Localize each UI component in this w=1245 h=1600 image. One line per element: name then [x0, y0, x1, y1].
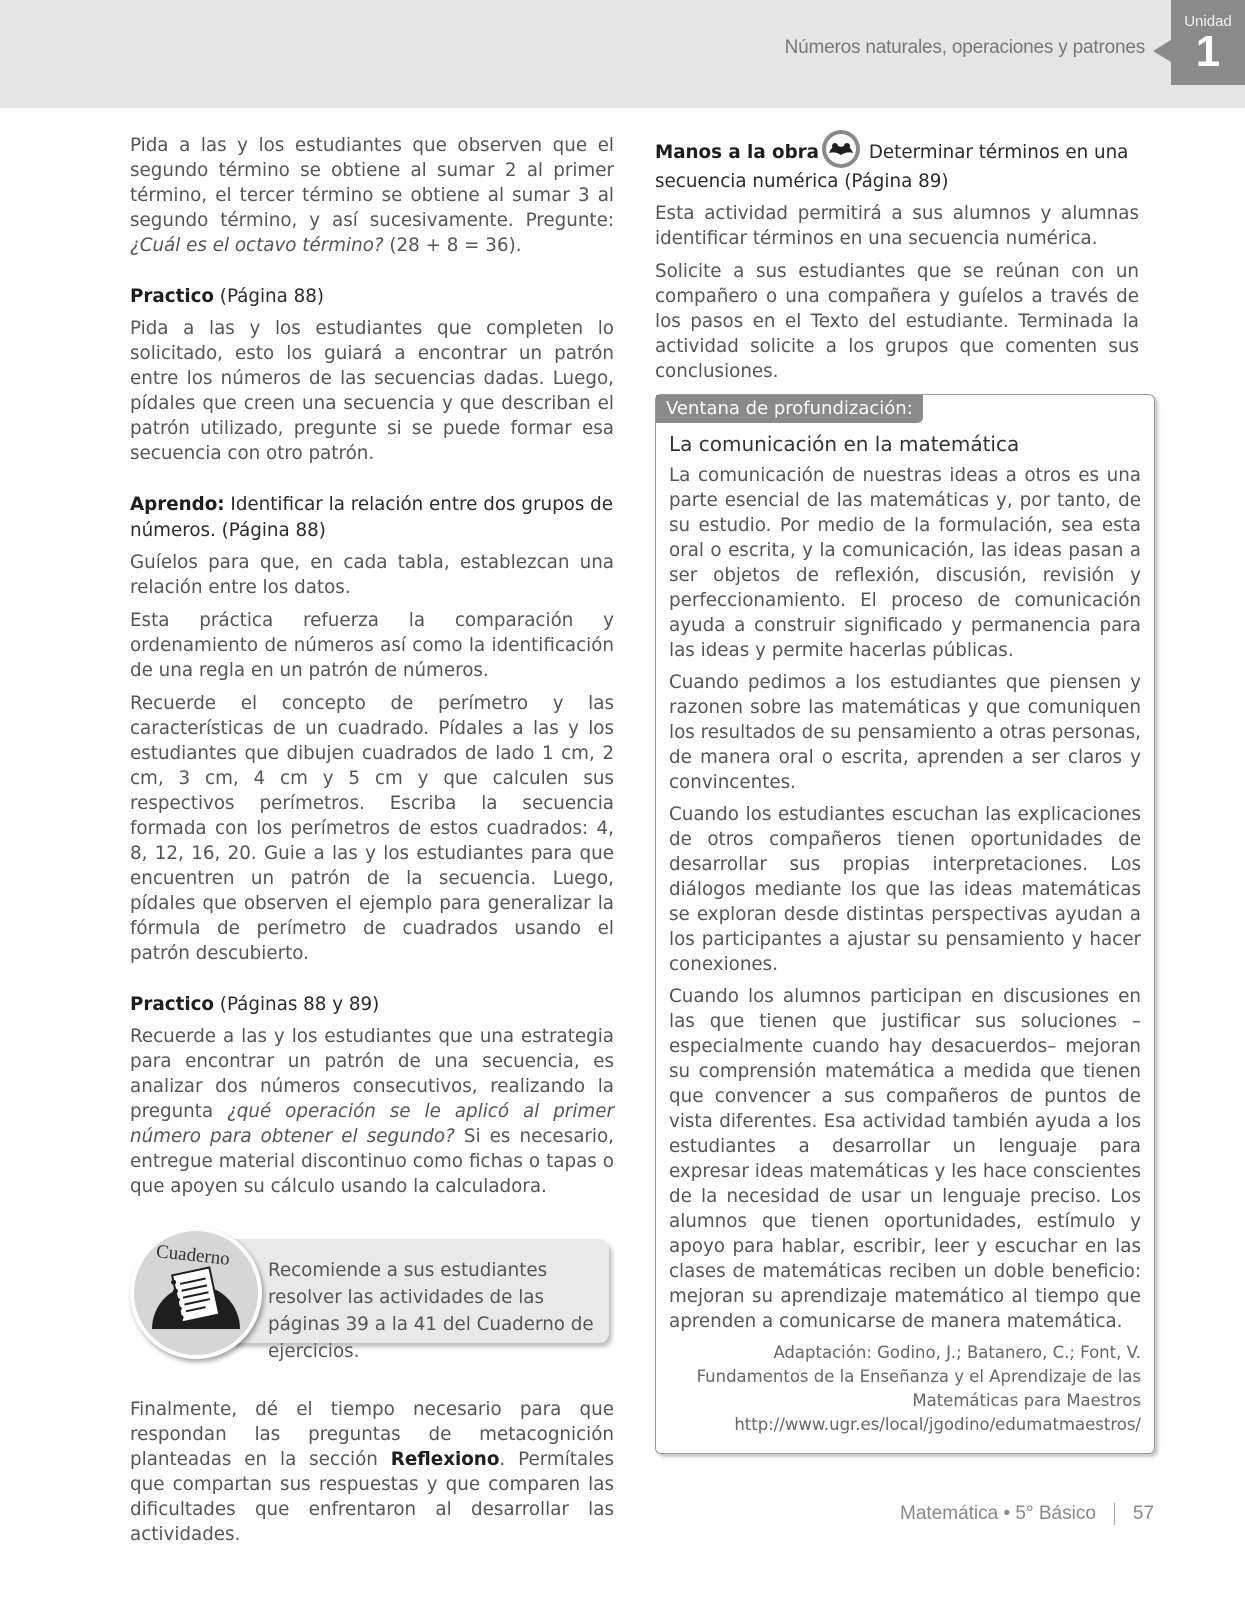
cuaderno-text: Recomiende a sus estudiantes resolver las actividades de las páginas 39 a la 41 del Cuaderno de ejercicios. — [268, 1260, 594, 1362]
intro-text: Pida a las y los estudiantes que observen que el segundo término se obtiene al sumar 2 al primer término, el tercer término se obtiene al sumar 3 al segundo término, y así sucesivamente. Pregunte: — [130, 135, 614, 231]
ventana-box — [655, 394, 1155, 1454]
cuaderno-callout — [130, 1227, 614, 1367]
ventana-paragraph-3: Cuando los estudiantes escuchan las explicaciones de otros compañeros tienen oportunidades de desarrollar sus propias interpretaciones. Los diálogos mediante los que las ideas matemáticas se exploran desde distintas perspectivas ayudan a los participantes a ajustar su pensamiento y hacer conexiones. — [669, 804, 1141, 975]
practico-paragraph-2 — [130, 1024, 614, 1199]
reflexiono-label: Reflexiono — [390, 1449, 500, 1470]
unit-label: Unidad — [1184, 13, 1232, 30]
source-citation — [669, 1341, 1141, 1437]
left-column — [130, 133, 614, 1555]
final-paragraph — [130, 1397, 614, 1547]
book-title: Matemática • 5° Básico — [900, 1503, 1096, 1525]
aprendo-label: Aprendo: — [130, 494, 225, 515]
manos-paragraph-2: Solicite a sus estudiantes que se reúnan con un compañero o una compañera y guíelos a través de los pasos en el Texto del estudiante. Terminada la actividad solicite a los grupos que comenten sus conclusiones. — [655, 261, 1139, 382]
cuaderno-badge — [130, 1227, 262, 1359]
manos-paragraph-1: Esta actividad permitirá a sus alumnos y alumnas identificar términos en una secuencia numérica. — [655, 203, 1139, 249]
ventana-title: La comunicación en la matemática — [669, 432, 1020, 456]
practico-label-1: Practico — [130, 286, 214, 307]
intro-answer: (28 + 8 = 36). — [383, 235, 522, 256]
aprendo-paragraph-1: Guíelos para que, en cada tabla, establezcan una relación entre los datos. — [130, 552, 614, 598]
page-footer — [900, 1503, 1180, 1525]
practico-text-2: Recuerde a las y los estudiantes que una estrategia para encontrar un patrón de una secuencia, es analizar dos números consecutivos, realizando la pregunta — [130, 1026, 614, 1122]
arrow-left-icon — [1153, 40, 1171, 62]
final-text: Finalmente, dé el tiempo necesario para que respondan las preguntas de metacognición planteadas en la sección — [130, 1399, 614, 1470]
ventana-paragraph-2: Cuando pedimos a los estudiantes que piensen y razonen sobre las matemáticas y que comuniquen los resultados de su pensamiento a otras personas, de manera oral o escrita, aprenden a ser claros y convincentes. — [669, 672, 1141, 793]
intro-paragraph — [130, 133, 614, 258]
manos-title: Determinar términos en una secuencia numérica (Página 89) — [655, 142, 1129, 192]
unit-tab — [1171, 0, 1245, 85]
footer-divider — [1114, 1503, 1115, 1525]
practico-ref-2: (Páginas 88 y 89) — [214, 994, 380, 1015]
practico-question-2: ¿qué operación se le aplicó al primer número para obtener el segundo? — [130, 1101, 614, 1147]
ventana-paragraph-4: Cuando los alumnos participan en discusiones en las que tienen que justificar sus soluciones –especialmente cuando hay desacuerdos– mejoran su comprensión matemática a medida que tienen que convencer a sus compañeros de puntos de vista diferentes. Esa actividad también ayuda a los estudiantes a desarrollar un lenguaje para expresar ideas matemáticas y les hace conscientes de la necesidad de usar un lenguaje preciso. Los alumnos que tienen oportunidades, estímulo y apoyo para hablar, escribir, leer y escuchar en las clases de matemáticas reciben un doble beneficio: mejoran su aprendizaje matemático al tiempo que aprenden a comunicarse de manera matemática. — [669, 986, 1141, 1332]
page-number: 57 — [1132, 1503, 1155, 1525]
section-title: Números naturales, operaciones y patrones — [784, 37, 1145, 58]
practico-ref-1: (Página 88) — [214, 286, 325, 307]
practico-label-2: Practico — [130, 994, 214, 1015]
intro-question: ¿Cuál es el octavo término? — [130, 235, 384, 256]
aprendo-heading — [130, 492, 614, 544]
aprendo-paragraph-2: Esta práctica refuerza la comparación y ordenamiento de números así como la identificación de una regla en un patrón de números. — [130, 610, 614, 681]
unit-number: 1 — [1195, 27, 1221, 76]
source-line-1: Adaptación: Godino, J.; Batanero, C.; Font, V. — [773, 1343, 1141, 1362]
right-column — [655, 133, 1139, 1454]
manos-heading — [655, 137, 1139, 195]
practico-heading-1 — [130, 284, 614, 310]
source-line-2: Fundamentos de la Enseñanza y el Aprendizaje de las — [696, 1367, 1141, 1386]
ventana-tab: Ventana de profundización: — [656, 395, 923, 423]
notebook-icon — [134, 1231, 258, 1355]
practico-text-2-end: Si es necesario, entregue material discontinuo como fichas o tapas o que apoyen su cálculo usando la calculadora. — [130, 1126, 614, 1197]
hands-icon — [821, 129, 861, 169]
source-url: http://www.ugr.es/local/jgodino/edumatmaestros/ — [734, 1415, 1141, 1434]
final-text-end: . Permítales que compartan sus respuestas y que comparen las dificultades que enfrentaron al desarrollar las actividades. — [130, 1449, 614, 1545]
aprendo-title: Identificar la relación entre dos grupos de números. (Página 88) — [130, 494, 614, 541]
aprendo-paragraph-3: Recuerde el concepto de perímetro y las características de un cuadrado. Pídales a las y los estudiantes que dibujen cuadrados de lado 1 cm, 2 cm, 3 cm, 4 cm y 5 cm y que calculen sus respectivos perímetros. Escriba la secuencia formada con los perímetros de estos cuadrados: 4, 8, 12, 16, 20. Guie a las y los estudiantes para que encuentren un patrón de la secuencia. Luego, pídales que observen el ejemplo para generalizar la fórmula de perímetro de cuadrados usando el patrón descubierto. — [130, 693, 614, 964]
cuaderno-word: Cuaderno — [155, 1241, 231, 1270]
source-line-3: Matemáticas para Maestros — [912, 1391, 1141, 1410]
manos-label: Manos a la obra — [655, 142, 820, 163]
practico-heading-2 — [130, 992, 614, 1018]
ventana-paragraph-1: La comunicación de nuestras ideas a otros es una parte esencial de las matemáticas y, por tanto, de su estudio. Por medio de la formulación, sea esta oral o escrita, y la comunicación, las ideas pasan a ser objetos de reflexión, discusión, revisión y perfeccionamiento. El proceso de comunicación ayuda a construir significado y permanencia para las ideas y permite hacerlas públicas. — [669, 465, 1141, 661]
header-band — [0, 0, 1245, 108]
practico-paragraph-1: Pida a las y los estudiantes que completen lo solicitado, esto los guiará a encontrar un patrón entre los números de las secuencias dadas. Luego, pídales que creen una secuencia y que describan el patrón utilizado, pregunte si se puede formar esa secuencia con otro patrón. — [130, 318, 614, 464]
